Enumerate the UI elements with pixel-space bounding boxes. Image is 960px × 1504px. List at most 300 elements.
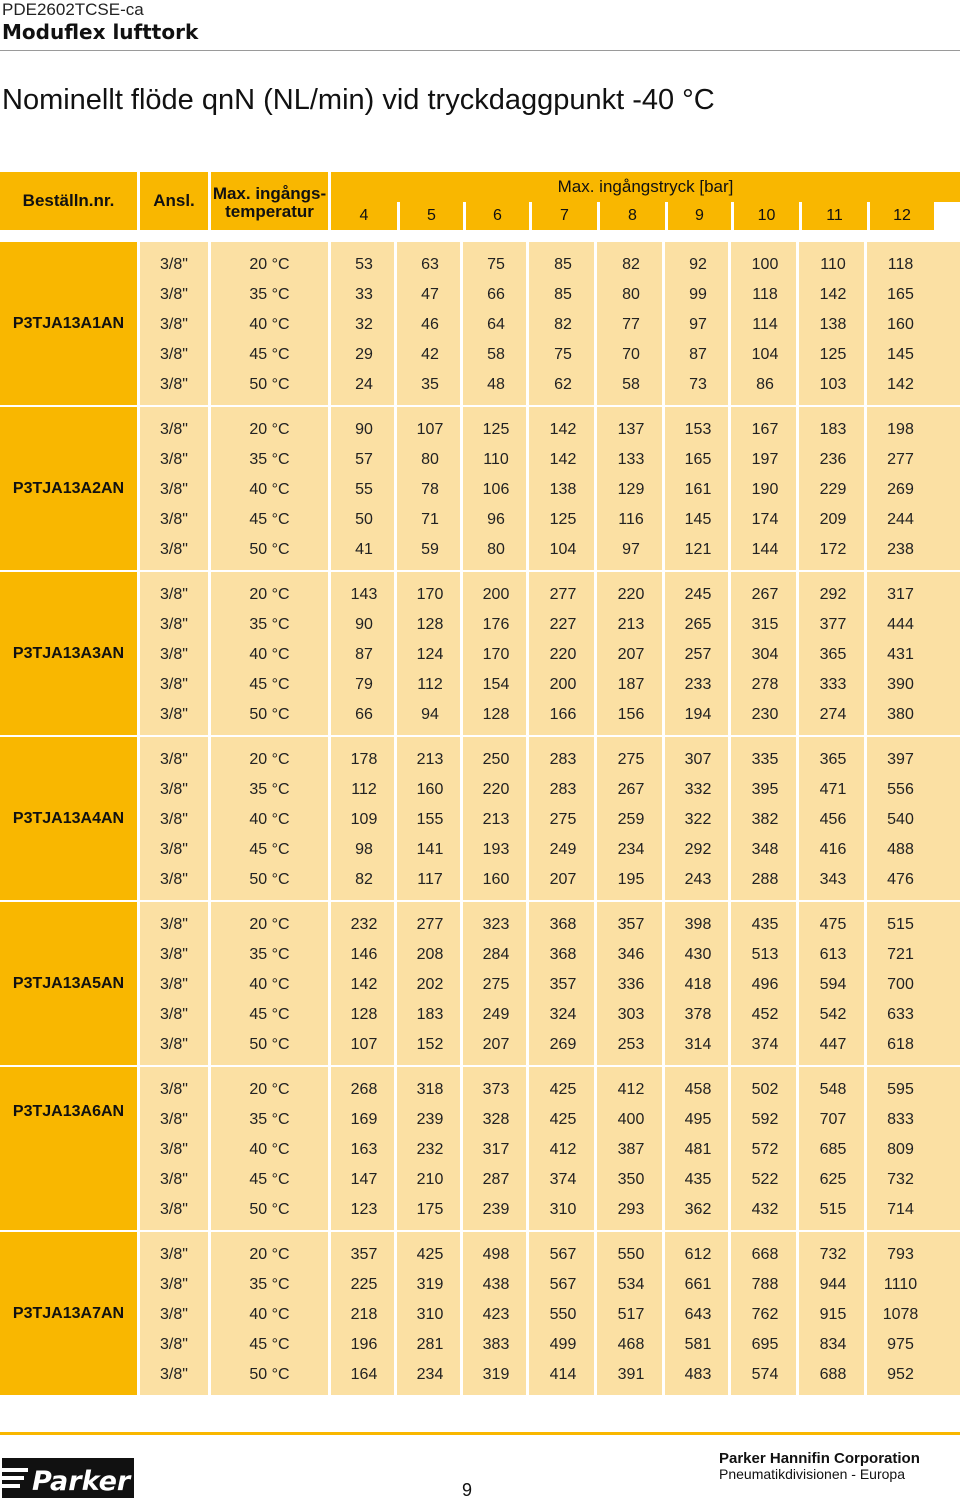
flow-value-cell: 269 <box>549 1036 577 1053</box>
flow-value-cell: 476 <box>887 871 914 888</box>
flow-value-cell: 80 <box>487 541 505 558</box>
connection-cell: 3/8" <box>160 646 188 663</box>
temperature-cell: 35 °C <box>249 1276 290 1293</box>
flow-value-cell: 400 <box>617 1111 645 1128</box>
temperature-cell: 20 °C <box>249 916 290 933</box>
flow-value-cell: 275 <box>482 976 510 993</box>
flow-value-cell: 232 <box>416 1141 444 1158</box>
flow-value-cell: 695 <box>751 1336 779 1353</box>
flow-value-cell: 952 <box>887 1366 914 1383</box>
flow-value-cell: 481 <box>684 1141 712 1158</box>
table-row <box>140 835 960 865</box>
flow-value-cell: 178 <box>350 751 378 768</box>
flow-value-cell: 142 <box>350 976 378 993</box>
model-group <box>0 242 960 405</box>
flow-value-cell: 268 <box>350 1081 378 1098</box>
flow-value-cell: 324 <box>549 1006 577 1023</box>
table-row <box>140 1105 960 1135</box>
flow-value-cell: 193 <box>482 841 510 858</box>
flow-value-cell: 70 <box>622 346 640 363</box>
table-row <box>140 580 960 610</box>
flow-value-cell: 332 <box>684 781 712 798</box>
flow-value-cell: 425 <box>549 1081 577 1098</box>
table-row <box>140 865 960 895</box>
flow-value-cell: 1110 <box>883 1276 918 1293</box>
flow-value-cell: 685 <box>819 1141 847 1158</box>
flow-value-cell: 618 <box>887 1036 914 1053</box>
flow-value-cell: 167 <box>751 421 779 438</box>
table-row <box>140 640 960 670</box>
flow-value-cell: 63 <box>421 256 439 273</box>
model-group-rows <box>140 407 960 570</box>
temperature-cell: 20 °C <box>249 421 290 438</box>
flow-value-cell: 160 <box>416 781 444 798</box>
flow-value-cell: 128 <box>350 1006 378 1023</box>
pressure-header-cells <box>331 202 960 230</box>
flow-value-cell: 114 <box>752 316 778 333</box>
flow-value-cell: 357 <box>350 1246 378 1263</box>
flow-value-cell: 24 <box>355 376 373 393</box>
table-row <box>140 910 960 940</box>
temp-header-line2: temperatur <box>225 202 314 221</box>
flow-value-cell: 397 <box>887 751 914 768</box>
flow-value-cell: 468 <box>617 1336 645 1353</box>
flow-value-cell: 382 <box>751 811 779 828</box>
temperature-cell: 40 °C <box>249 1141 290 1158</box>
flow-value-cell: 540 <box>887 811 914 828</box>
table-row <box>140 970 960 1000</box>
connection-cell: 3/8" <box>160 451 188 468</box>
flow-value-cell: 365 <box>819 646 847 663</box>
flow-value-cell: 53 <box>355 256 373 273</box>
flow-value-cell: 110 <box>483 451 509 468</box>
flow-value-cell: 336 <box>617 976 645 993</box>
temperature-cell: 45 °C <box>249 511 290 528</box>
model-group <box>0 407 960 570</box>
connection-cell: 3/8" <box>160 976 188 993</box>
flow-value-cell: 495 <box>684 1111 712 1128</box>
flow-value-cell: 62 <box>554 376 572 393</box>
table-row <box>140 415 960 445</box>
flow-value-cell: 581 <box>684 1336 712 1353</box>
parker-logo-icon <box>2 1456 134 1500</box>
flow-value-cell: 249 <box>549 841 577 858</box>
flow-value-cell: 202 <box>416 976 444 993</box>
table-row <box>140 1300 960 1330</box>
flow-value-cell: 377 <box>819 616 847 633</box>
flow-value-cell: 412 <box>617 1081 645 1098</box>
temperature-cell: 35 °C <box>249 451 290 468</box>
temperature-cell: 40 °C <box>249 646 290 663</box>
flow-value-cell: 333 <box>819 676 847 693</box>
flow-value-cell: 594 <box>819 976 847 993</box>
connection-cell: 3/8" <box>160 541 188 558</box>
flow-value-cell: 198 <box>887 421 914 438</box>
connection-cell: 3/8" <box>160 1081 188 1098</box>
flow-value-cell: 317 <box>887 586 914 603</box>
flow-value-cell: 90 <box>355 421 373 438</box>
flow-value-cell: 71 <box>421 511 439 528</box>
flow-value-cell: 328 <box>482 1111 510 1128</box>
footer-divider <box>0 1432 960 1435</box>
flow-value-cell: 124 <box>416 646 444 663</box>
flow-value-cell: 944 <box>819 1276 847 1293</box>
flow-value-cell: 236 <box>819 451 847 468</box>
flow-value-cell: 365 <box>819 751 847 768</box>
flow-value-cell: 288 <box>751 871 779 888</box>
flow-value-cell: 834 <box>819 1336 847 1353</box>
flow-value-cell: 357 <box>617 916 645 933</box>
flow-value-cell: 208 <box>416 946 444 963</box>
flow-value-cell: 304 <box>751 646 779 663</box>
company-name: Parker Hannifin Corporation <box>719 1450 920 1467</box>
flow-value-cell: 58 <box>622 376 640 393</box>
flow-value-cell: 100 <box>751 256 779 273</box>
flow-value-cell: 274 <box>819 706 847 723</box>
flow-value-cell: 432 <box>751 1201 779 1218</box>
page-number: 9 <box>462 1480 473 1500</box>
column-header-pressure-4: 4 <box>331 202 397 230</box>
model-group <box>0 902 960 1065</box>
flow-value-cell: 161 <box>684 481 712 498</box>
flow-value-cell: 239 <box>482 1201 510 1218</box>
flow-value-cell: 395 <box>751 781 779 798</box>
flow-value-cell: 346 <box>617 946 645 963</box>
table-row <box>140 445 960 475</box>
flow-value-cell: 416 <box>819 841 847 858</box>
flow-value-cell: 104 <box>549 541 577 558</box>
flow-value-cell: 515 <box>819 1201 847 1218</box>
flow-value-cell: 915 <box>819 1306 847 1323</box>
flow-value-cell: 80 <box>622 286 640 303</box>
flow-value-cell: 275 <box>617 751 645 768</box>
connection-cell: 3/8" <box>160 1246 188 1263</box>
flow-value-cell: 118 <box>752 286 778 303</box>
flow-value-cell: 142 <box>887 376 914 393</box>
flow-value-cell: 452 <box>751 1006 779 1023</box>
temperature-cell: 20 °C <box>249 751 290 768</box>
flow-value-cell: 788 <box>751 1276 779 1293</box>
temperature-cell: 40 °C <box>249 811 290 828</box>
connection-cell: 3/8" <box>160 811 188 828</box>
flow-value-cell: 172 <box>819 541 847 558</box>
flow-value-cell: 515 <box>887 916 914 933</box>
temperature-cell: 50 °C <box>249 1366 290 1383</box>
flow-value-cell: 153 <box>684 421 712 438</box>
connection-cell: 3/8" <box>160 346 188 363</box>
flow-value-cell: 348 <box>751 841 779 858</box>
flow-value-cell: 143 <box>350 586 378 603</box>
flow-value-cell: 592 <box>751 1111 779 1128</box>
flow-value-cell: 138 <box>549 481 577 498</box>
connection-cell: 3/8" <box>160 871 188 888</box>
flow-value-cell: 144 <box>751 541 779 558</box>
flow-value-cell: 233 <box>684 676 712 693</box>
flow-value-cell: 430 <box>684 946 712 963</box>
table-row <box>140 535 960 565</box>
connection-cell: 3/8" <box>160 1306 188 1323</box>
flow-value-cell: 373 <box>482 1081 510 1098</box>
flow-value-cell: 793 <box>887 1246 914 1263</box>
flow-value-cell: 190 <box>751 481 779 498</box>
flow-value-cell: 176 <box>482 616 510 633</box>
flow-value-cell: 534 <box>617 1276 645 1293</box>
flow-value-cell: 269 <box>887 481 914 498</box>
connection-cell: 3/8" <box>160 421 188 438</box>
table-row <box>140 1360 960 1390</box>
flow-value-cell: 502 <box>751 1081 779 1098</box>
flow-value-cell: 64 <box>487 316 505 333</box>
flow-value-cell: 125 <box>819 346 847 363</box>
flow-value-cell: 35 <box>421 376 439 393</box>
flow-value-cell: 412 <box>549 1141 577 1158</box>
logo-wordmark: Parker <box>32 1466 131 1497</box>
flow-value-cell: 145 <box>887 346 914 363</box>
table-row <box>140 1000 960 1030</box>
flow-value-cell: 1078 <box>882 1306 919 1323</box>
flow-value-cell: 46 <box>421 316 439 333</box>
column-header-connection: Ansl. <box>140 172 208 230</box>
flow-value-cell: 66 <box>487 286 505 303</box>
flow-value-cell: 57 <box>355 451 373 468</box>
flow-value-cell: 160 <box>887 316 914 333</box>
table-row <box>140 1075 960 1105</box>
flow-value-cell: 277 <box>887 451 914 468</box>
pressure-header-title: Max. ingångstryck [bar] <box>331 172 960 202</box>
flow-value-cell: 550 <box>617 1246 645 1263</box>
column-header-pressure-10: 10 <box>731 202 799 230</box>
flow-value-cell: 41 <box>355 541 373 558</box>
model-number: P3TJA13A7AN <box>0 1232 137 1395</box>
temperature-cell: 50 °C <box>249 541 290 558</box>
flow-value-cell: 275 <box>549 811 577 828</box>
flow-value-cell: 380 <box>887 706 914 723</box>
temperature-cell: 35 °C <box>249 616 290 633</box>
temperature-cell: 45 °C <box>249 676 290 693</box>
flow-value-cell: 343 <box>819 871 847 888</box>
flow-value-cell: 98 <box>355 841 373 858</box>
flow-value-cell: 253 <box>617 1036 645 1053</box>
table-header <box>0 172 960 230</box>
flow-value-cell: 220 <box>549 646 577 663</box>
flow-value-cell: 548 <box>819 1081 847 1098</box>
flow-value-cell: 75 <box>554 346 572 363</box>
flow-value-cell: 721 <box>887 946 914 963</box>
flow-value-cell: 668 <box>751 1246 779 1263</box>
model-group <box>0 572 960 735</box>
document-code: PDE2602TCSE-ca <box>2 0 144 19</box>
flow-value-cell: 90 <box>355 616 373 633</box>
flow-value-cell: 391 <box>617 1366 645 1383</box>
flow-value-cell: 66 <box>355 706 373 723</box>
table-row <box>140 700 960 730</box>
flow-table <box>0 172 960 1383</box>
flow-value-cell: 435 <box>684 1171 712 1188</box>
connection-cell: 3/8" <box>160 781 188 798</box>
flow-value-cell: 259 <box>617 811 645 828</box>
connection-cell: 3/8" <box>160 1036 188 1053</box>
flow-value-cell: 213 <box>416 751 444 768</box>
flow-value-cell: 257 <box>684 646 712 663</box>
table-row <box>140 745 960 775</box>
connection-cell: 3/8" <box>160 256 188 273</box>
flow-value-cell: 209 <box>819 511 847 528</box>
flow-value-cell: 123 <box>350 1201 378 1218</box>
table-row <box>140 475 960 505</box>
model-group <box>0 1232 960 1395</box>
temperature-cell: 20 °C <box>249 256 290 273</box>
table-row <box>140 670 960 700</box>
flow-value-cell: 137 <box>617 421 645 438</box>
connection-cell: 3/8" <box>160 1336 188 1353</box>
flow-value-cell: 483 <box>684 1366 712 1383</box>
flow-value-cell: 499 <box>549 1336 577 1353</box>
temperature-cell: 45 °C <box>249 1006 290 1023</box>
connection-cell: 3/8" <box>160 481 188 498</box>
division-name: Pneumatikdivisionen - Europa <box>719 1466 905 1482</box>
flow-value-cell: 317 <box>482 1141 510 1158</box>
flow-value-cell: 435 <box>751 916 779 933</box>
flow-value-cell: 267 <box>751 586 779 603</box>
flow-value-cell: 284 <box>482 946 510 963</box>
flow-value-cell: 207 <box>549 871 577 888</box>
flow-value-cell: 147 <box>350 1171 378 1188</box>
flow-value-cell: 292 <box>819 586 847 603</box>
flow-value-cell: 174 <box>751 511 779 528</box>
flow-value-cell: 163 <box>350 1141 378 1158</box>
flow-value-cell: 48 <box>487 376 505 393</box>
column-header-pressure-12: 12 <box>867 202 934 230</box>
connection-cell: 3/8" <box>160 511 188 528</box>
temperature-cell: 40 °C <box>249 1306 290 1323</box>
flow-value-cell: 244 <box>887 511 914 528</box>
flow-value-cell: 572 <box>751 1141 779 1158</box>
flow-value-cell: 833 <box>887 1111 914 1128</box>
connection-cell: 3/8" <box>160 1171 188 1188</box>
column-header-pressure-9: 9 <box>665 202 731 230</box>
connection-cell: 3/8" <box>160 1141 188 1158</box>
flow-value-cell: 265 <box>684 616 712 633</box>
flow-value-cell: 145 <box>684 511 712 528</box>
connection-cell: 3/8" <box>160 706 188 723</box>
flow-value-cell: 156 <box>617 706 645 723</box>
flow-value-cell: 975 <box>887 1336 914 1353</box>
temperature-cell: 40 °C <box>249 976 290 993</box>
flow-value-cell: 97 <box>622 541 640 558</box>
flow-value-cell: 245 <box>684 586 712 603</box>
connection-cell: 3/8" <box>160 1006 188 1023</box>
model-group-rows <box>140 1067 960 1230</box>
flow-value-cell: 155 <box>416 811 444 828</box>
flow-value-cell: 267 <box>617 781 645 798</box>
flow-value-cell: 164 <box>350 1366 378 1383</box>
flow-value-cell: 250 <box>482 751 510 768</box>
flow-value-cell: 390 <box>887 676 914 693</box>
temperature-cell: 50 °C <box>249 376 290 393</box>
flow-value-cell: 227 <box>549 616 577 633</box>
column-header-pressure-5: 5 <box>397 202 463 230</box>
flow-value-cell: 87 <box>355 646 373 663</box>
flow-value-cell: 97 <box>689 316 707 333</box>
table-row <box>140 280 960 310</box>
flow-value-cell: 234 <box>416 1366 444 1383</box>
flow-value-cell: 714 <box>887 1201 914 1218</box>
flow-value-cell: 220 <box>617 586 645 603</box>
flow-value-cell: 283 <box>549 751 577 768</box>
flow-value-cell: 522 <box>751 1171 779 1188</box>
table-row <box>140 1330 960 1360</box>
flow-value-cell: 488 <box>887 841 914 858</box>
model-group <box>0 737 960 900</box>
flow-value-cell: 398 <box>684 916 712 933</box>
flow-value-cell: 197 <box>751 451 779 468</box>
model-number: P3TJA13A6AN <box>0 1067 137 1230</box>
flow-value-cell: 213 <box>482 811 510 828</box>
flow-value-cell: 387 <box>617 1141 645 1158</box>
flow-value-cell: 239 <box>416 1111 444 1128</box>
flow-value-cell: 513 <box>751 946 779 963</box>
flow-value-cell: 106 <box>482 481 510 498</box>
flow-value-cell: 277 <box>416 916 444 933</box>
flow-value-cell: 350 <box>617 1171 645 1188</box>
table-row <box>140 1195 960 1225</box>
flow-value-cell: 213 <box>617 616 645 633</box>
connection-cell: 3/8" <box>160 1366 188 1383</box>
flow-value-cell: 210 <box>416 1171 444 1188</box>
temperature-cell: 35 °C <box>249 946 290 963</box>
flow-value-cell: 567 <box>549 1276 577 1293</box>
flow-value-cell: 238 <box>887 541 914 558</box>
flow-value-cell: 85 <box>554 256 572 273</box>
flow-value-cell: 160 <box>482 871 510 888</box>
flow-value-cell: 319 <box>482 1366 510 1383</box>
connection-cell: 3/8" <box>160 286 188 303</box>
flow-value-cell: 194 <box>684 706 712 723</box>
temperature-cell: 50 °C <box>249 1201 290 1218</box>
flow-value-cell: 431 <box>887 646 914 663</box>
flow-value-cell: 700 <box>887 976 914 993</box>
flow-value-cell: 195 <box>617 871 645 888</box>
flow-value-cell: 59 <box>421 541 439 558</box>
flow-value-cell: 293 <box>617 1201 645 1218</box>
temperature-cell: 45 °C <box>249 1336 290 1353</box>
flow-value-cell: 118 <box>887 256 914 273</box>
temperature-cell: 50 °C <box>249 1036 290 1053</box>
model-number: P3TJA13A3AN <box>0 572 137 735</box>
temperature-cell: 35 °C <box>249 286 290 303</box>
flow-value-cell: 307 <box>684 751 712 768</box>
temp-header-line1: Max. ingångs- <box>212 184 327 203</box>
flow-value-cell: 277 <box>549 586 577 603</box>
flow-value-cell: 77 <box>622 316 640 333</box>
flow-value-cell: 103 <box>819 376 847 393</box>
table-row <box>140 610 960 640</box>
flow-value-cell: 80 <box>421 451 439 468</box>
flow-value-cell: 207 <box>617 646 645 663</box>
flow-value-cell: 109 <box>350 811 378 828</box>
flow-value-cell: 86 <box>756 376 774 393</box>
model-number: P3TJA13A4AN <box>0 737 137 900</box>
temperature-cell: 45 °C <box>249 346 290 363</box>
flow-value-cell: 112 <box>351 781 377 798</box>
flow-value-cell: 661 <box>684 1276 712 1293</box>
flow-value-cell: 78 <box>421 481 439 498</box>
flow-value-cell: 169 <box>350 1111 378 1128</box>
connection-cell: 3/8" <box>160 751 188 768</box>
flow-value-cell: 82 <box>554 316 572 333</box>
flow-value-cell: 104 <box>751 346 779 363</box>
flow-value-cell: 200 <box>549 676 577 693</box>
